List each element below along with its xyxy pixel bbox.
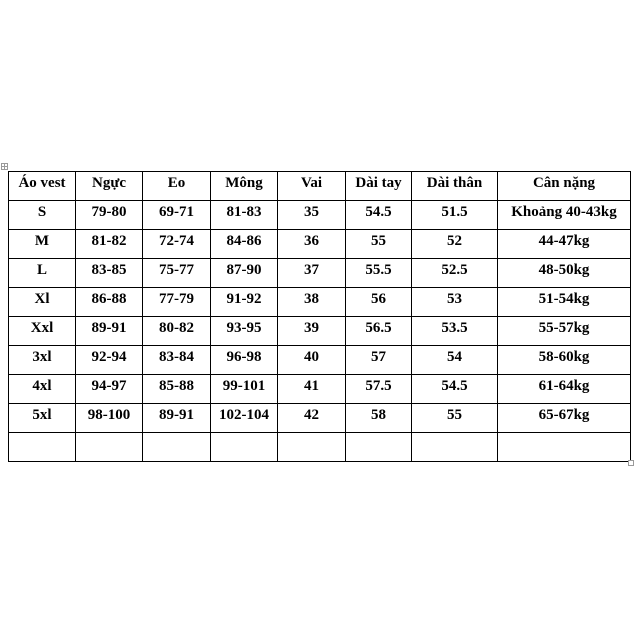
header-cell[interactable]: Eo — [143, 172, 211, 201]
table-cell[interactable]: 38 — [278, 288, 346, 317]
table-cell[interactable]: 35 — [278, 201, 346, 230]
table-cell[interactable]: 99-101 — [211, 375, 278, 404]
table-row — [9, 230, 631, 259]
header-row — [9, 172, 631, 201]
table-cell[interactable]: 94-97 — [76, 375, 143, 404]
table-cell[interactable]: L — [9, 259, 76, 288]
table-cell[interactable] — [211, 433, 278, 462]
table-resize-handle[interactable] — [628, 460, 634, 466]
table-cell[interactable] — [346, 433, 412, 462]
size-chart-body — [9, 172, 631, 462]
table-cell[interactable]: 4xl — [9, 375, 76, 404]
header-cell[interactable]: Cân nặng — [498, 172, 631, 201]
table-cell[interactable]: 37 — [278, 259, 346, 288]
table-cell[interactable]: 56.5 — [346, 317, 412, 346]
table-cell[interactable] — [412, 433, 498, 462]
table-cell[interactable]: 55.5 — [346, 259, 412, 288]
header-cell[interactable]: Dài tay — [346, 172, 412, 201]
table-cell[interactable] — [143, 433, 211, 462]
table-cell[interactable]: 55-57kg — [498, 317, 631, 346]
table-cell[interactable]: 58-60kg — [498, 346, 631, 375]
table-cell[interactable]: 51-54kg — [498, 288, 631, 317]
table-cell[interactable]: 81-82 — [76, 230, 143, 259]
table-cell[interactable]: 54.5 — [412, 375, 498, 404]
table-cell[interactable]: 56 — [346, 288, 412, 317]
table-cell[interactable]: 52.5 — [412, 259, 498, 288]
size-chart-table — [8, 171, 631, 462]
table-cell[interactable]: 89-91 — [76, 317, 143, 346]
table-row — [9, 404, 631, 433]
table-cell[interactable]: 93-95 — [211, 317, 278, 346]
table-cell[interactable]: 72-74 — [143, 230, 211, 259]
table-cell[interactable]: 91-92 — [211, 288, 278, 317]
header-cell[interactable]: Dài thân — [412, 172, 498, 201]
table-cell[interactable]: 53.5 — [412, 317, 498, 346]
table-cell[interactable] — [76, 433, 143, 462]
table-cell[interactable]: Xl — [9, 288, 76, 317]
header-cell[interactable]: Vai — [278, 172, 346, 201]
table-row — [9, 317, 631, 346]
table-cell[interactable]: Khoảng 40-43kg — [498, 201, 631, 230]
table-cell[interactable]: 80-82 — [143, 317, 211, 346]
table-cell[interactable]: 102-104 — [211, 404, 278, 433]
table-row — [9, 375, 631, 404]
table-row — [9, 259, 631, 288]
table-cell[interactable]: 55 — [412, 404, 498, 433]
table-cell[interactable]: 79-80 — [76, 201, 143, 230]
table-cell[interactable]: 57.5 — [346, 375, 412, 404]
table-cell[interactable]: 89-91 — [143, 404, 211, 433]
header-cell[interactable]: Ngực — [76, 172, 143, 201]
table-cell[interactable]: 98-100 — [76, 404, 143, 433]
table-cell[interactable]: 40 — [278, 346, 346, 375]
table-cell[interactable]: 54.5 — [346, 201, 412, 230]
table-cell[interactable]: 61-64kg — [498, 375, 631, 404]
table-cell[interactable] — [278, 433, 346, 462]
table-cell[interactable]: 44-47kg — [498, 230, 631, 259]
table-cell[interactable]: 87-90 — [211, 259, 278, 288]
table-cell[interactable]: 69-71 — [143, 201, 211, 230]
table-cell[interactable]: 41 — [278, 375, 346, 404]
table-cell[interactable]: 57 — [346, 346, 412, 375]
table-row — [9, 201, 631, 230]
table-cell[interactable]: S — [9, 201, 76, 230]
table-cell[interactable]: 92-94 — [76, 346, 143, 375]
table-cell[interactable]: 65-67kg — [498, 404, 631, 433]
table-row — [9, 433, 631, 462]
table-move-handle[interactable] — [1, 163, 8, 170]
table-cell[interactable]: 83-85 — [76, 259, 143, 288]
table-cell[interactable]: Xxl — [9, 317, 76, 346]
table-cell[interactable]: 5xl — [9, 404, 76, 433]
table-cell[interactable]: 83-84 — [143, 346, 211, 375]
table-cell[interactable]: 48-50kg — [498, 259, 631, 288]
table-cell[interactable]: 58 — [346, 404, 412, 433]
table-cell[interactable]: 81-83 — [211, 201, 278, 230]
table-cell[interactable]: 51.5 — [412, 201, 498, 230]
table-cell[interactable]: 96-98 — [211, 346, 278, 375]
table-cell[interactable]: 86-88 — [76, 288, 143, 317]
table-cell[interactable]: 53 — [412, 288, 498, 317]
table-cell[interactable]: 42 — [278, 404, 346, 433]
table-cell[interactable]: 39 — [278, 317, 346, 346]
table-cell[interactable] — [498, 433, 631, 462]
header-cell[interactable]: Mông — [211, 172, 278, 201]
table-cell[interactable]: 75-77 — [143, 259, 211, 288]
table-cell[interactable] — [9, 433, 76, 462]
table-cell[interactable]: 36 — [278, 230, 346, 259]
table-row — [9, 288, 631, 317]
table-cell[interactable]: 3xl — [9, 346, 76, 375]
table-cell[interactable]: 54 — [412, 346, 498, 375]
table-row — [9, 346, 631, 375]
table-cell[interactable]: 85-88 — [143, 375, 211, 404]
table-cell[interactable]: 77-79 — [143, 288, 211, 317]
header-cell[interactable]: Áo vest — [9, 172, 76, 201]
table-cell[interactable]: 55 — [346, 230, 412, 259]
table-cell[interactable]: 84-86 — [211, 230, 278, 259]
table-cell[interactable]: M — [9, 230, 76, 259]
table-cell[interactable]: 52 — [412, 230, 498, 259]
